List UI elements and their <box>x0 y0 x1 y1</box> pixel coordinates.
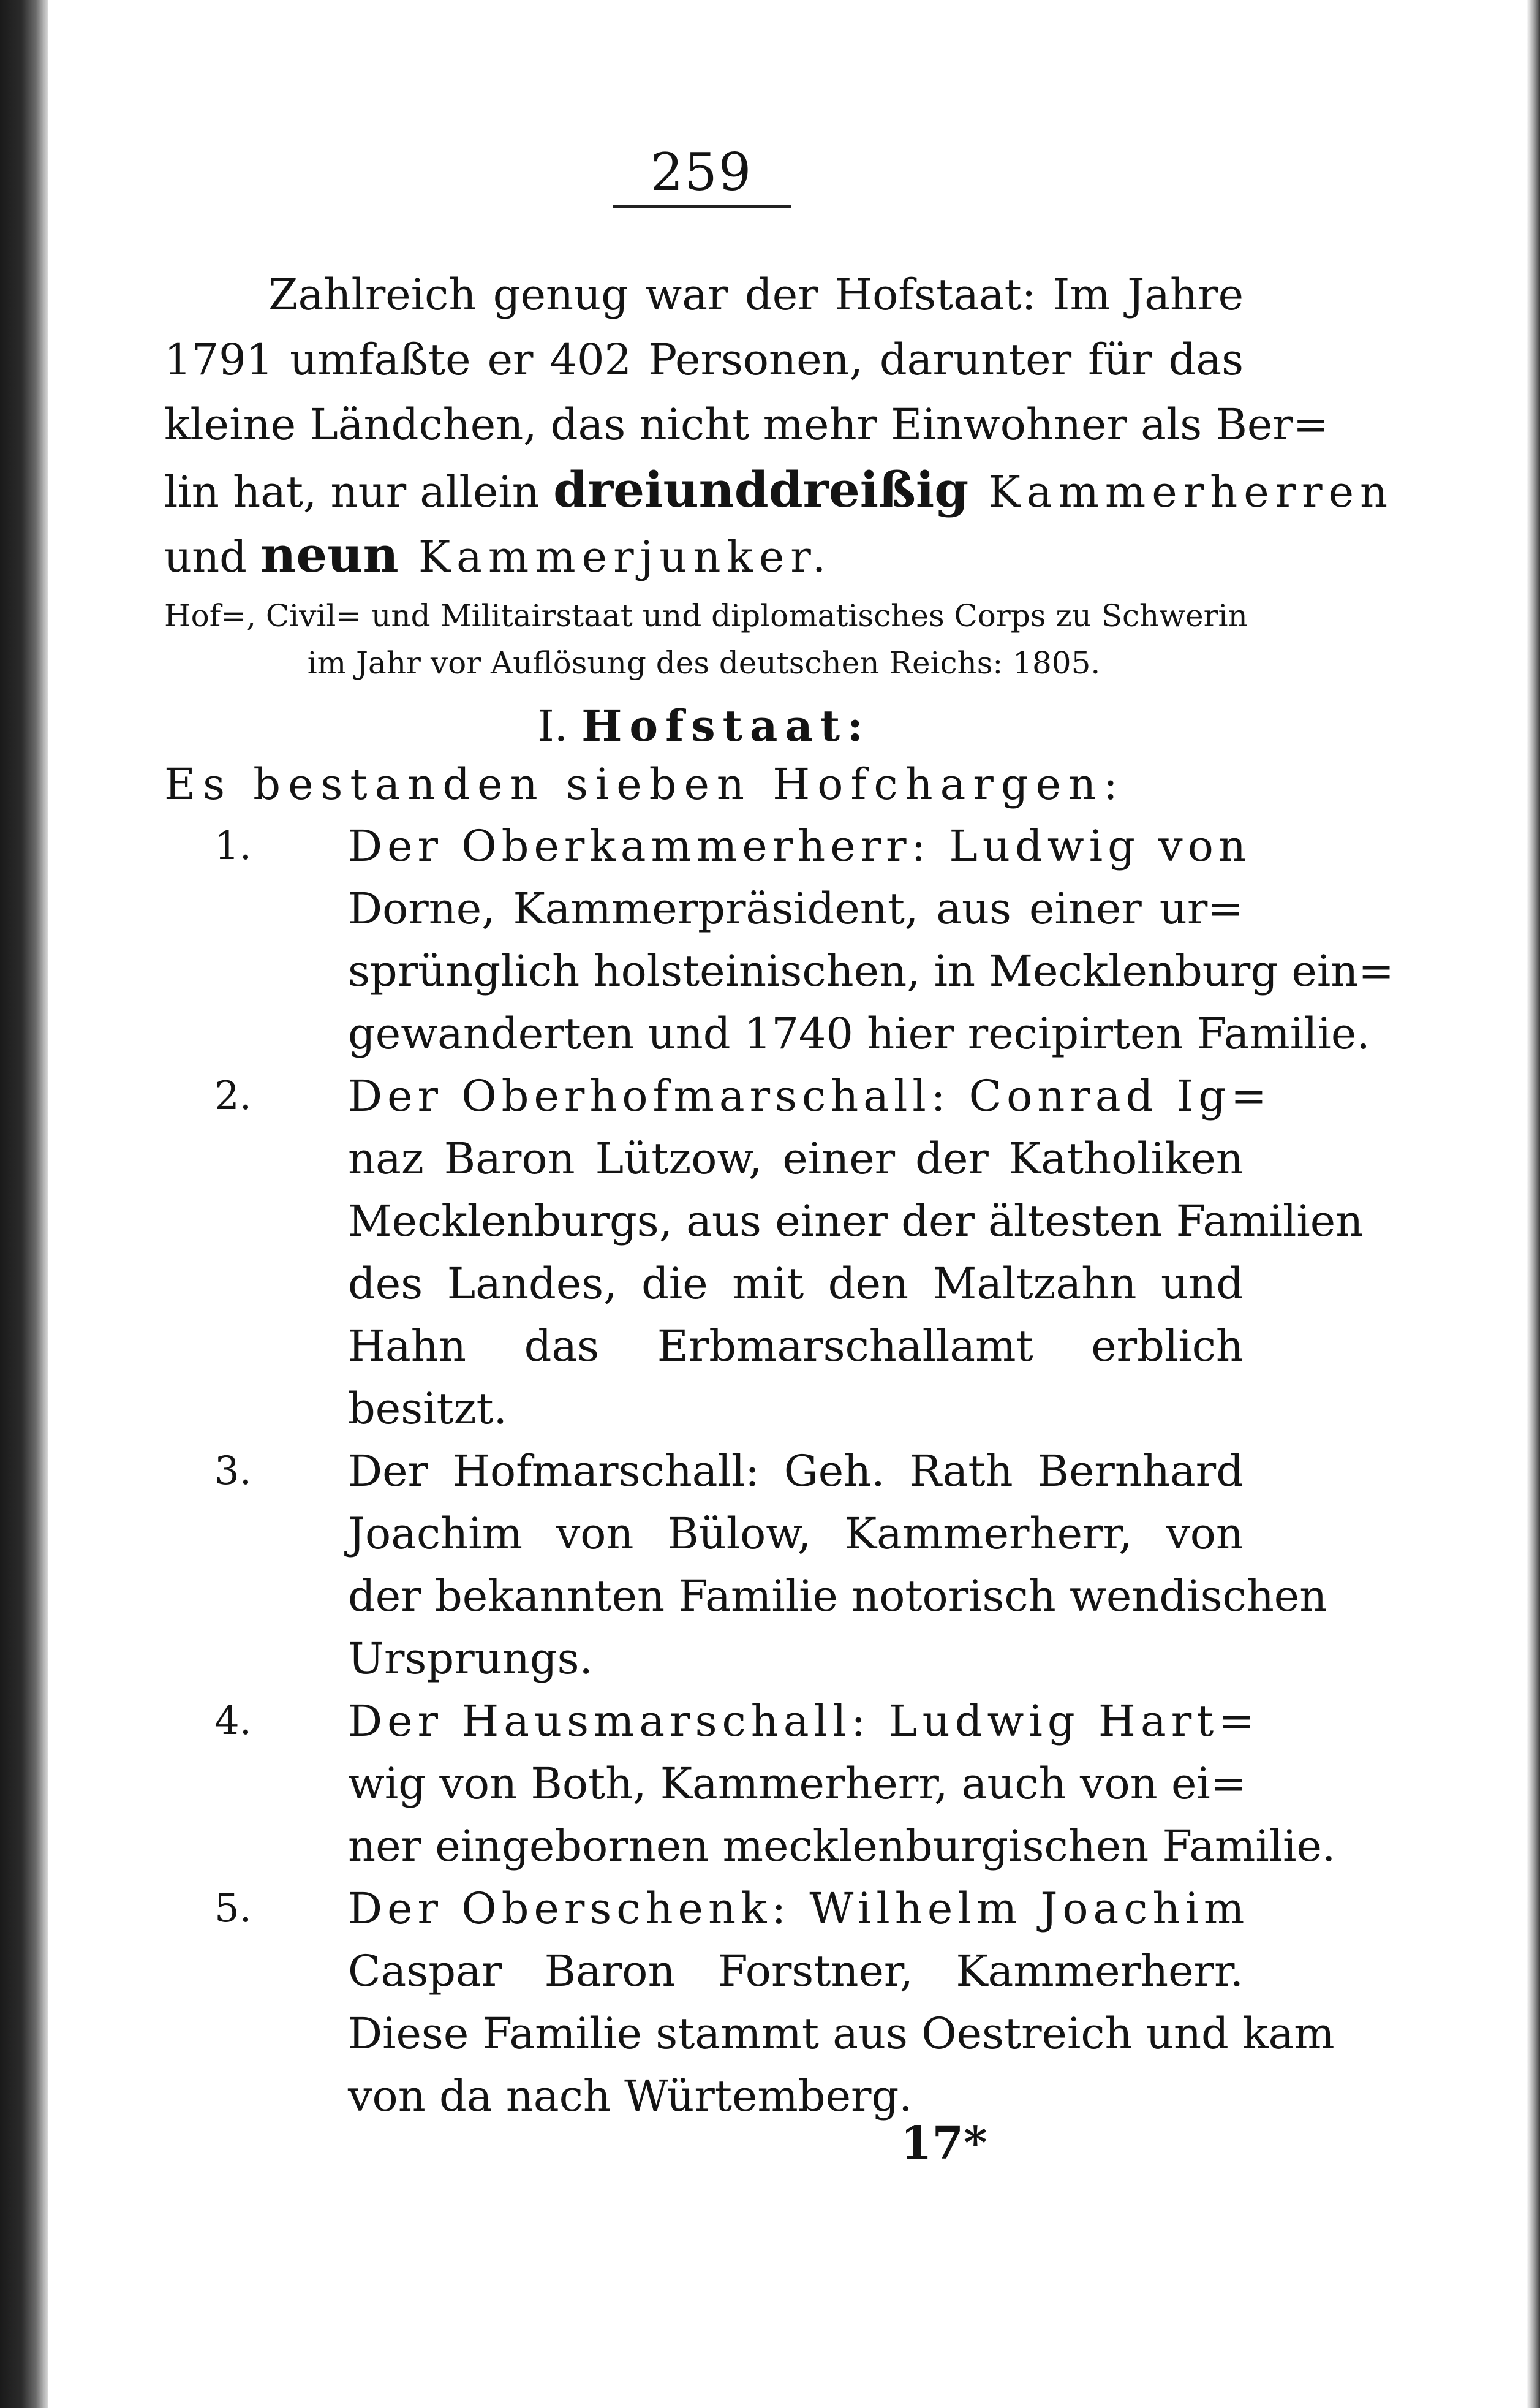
item-number: 1. <box>214 823 252 869</box>
caption-line: im Jahr vor Auflösung des deutschen Reichs: 1805. <box>307 645 1101 681</box>
item-line: Der Oberkammerherr: Ludwig von <box>348 821 1251 871</box>
item-text <box>348 1440 1327 1690</box>
table-caption <box>164 593 1248 687</box>
scan-right-edge <box>1527 0 1540 2408</box>
item-line: Hahn das Erbmarschallamt erblich <box>348 1321 1244 1371</box>
item-line: der bekannten Familie notorisch wendischen <box>348 1571 1327 1621</box>
section-number: I. <box>537 701 568 751</box>
header-rule <box>613 205 791 208</box>
paragraph-line <box>164 457 1394 522</box>
scan-left-edge <box>0 0 48 2408</box>
item-text <box>348 1690 1336 1877</box>
item-line: sprünglich holsteinischen, in Mecklenburg ein= <box>348 946 1394 996</box>
item-line: Dorne, Kammerpräsident, aus einer ur= <box>348 884 1244 934</box>
item-line: Der Hausmarschall: Ludwig Hart= <box>348 1696 1259 1746</box>
emphasis-number-word: neun <box>260 526 399 583</box>
list-item <box>164 1440 1327 1690</box>
page-number: 259 <box>650 142 753 202</box>
list-item <box>164 1065 1364 1440</box>
paragraph-line <box>164 522 1244 587</box>
item-line: gewanderten und 1740 hier recipirten Familie. <box>348 1009 1370 1059</box>
item-line: von da nach Würtemberg. <box>348 2071 913 2121</box>
signature-mark: 17* <box>900 2117 987 2170</box>
section-heading <box>164 695 1244 757</box>
item-line: Mecklenburgs, aus einer der ältesten Familien <box>348 1196 1364 1246</box>
item-text <box>348 815 1394 1065</box>
paragraph-line: 1791 umfaßte er 402 Personen, darunter für das <box>164 335 1244 385</box>
office-list <box>164 815 1394 2127</box>
item-line: Ursprungs. <box>348 1634 593 1684</box>
intro-paragraph <box>164 262 1394 587</box>
spaced-word: Kammerjunker. <box>398 532 832 582</box>
item-line: Der Oberschenk: Wilhelm Joachim <box>348 1884 1250 1934</box>
item-number: 5. <box>214 1886 252 1931</box>
section-title: Hofstaat: <box>581 700 870 751</box>
paragraph-line: kleine Ländchen, das nicht mehr Einwohner als Ber= <box>164 399 1329 450</box>
list-item <box>164 1877 1335 2127</box>
item-line: besitzt. <box>348 1384 507 1434</box>
list-item <box>164 815 1394 1065</box>
item-line: Diese Familie stammt aus Oestreich und kam <box>348 2009 1335 2059</box>
item-number: 4. <box>214 1698 252 1744</box>
caption-line: Hof=, Civil= und Militairstaat und diplomatisches Corps zu Schwerin <box>164 598 1248 634</box>
item-number: 3. <box>214 1448 252 1494</box>
list-item <box>164 1690 1336 1877</box>
item-line: des Landes, die mit den Maltzahn und <box>348 1259 1244 1309</box>
paragraph-line: Zahlreich genug war der Hofstaat: Im Jahre <box>268 270 1244 320</box>
item-text <box>348 1065 1364 1440</box>
spaced-word: Kammerherren <box>968 467 1394 517</box>
emphasis-number-word: dreiunddreißig <box>553 461 969 518</box>
item-line: Der Hofmarschall: Geh. Rath Bernhard <box>348 1446 1244 1496</box>
item-line: wig von Both, Kammerherr, auch von ei= <box>348 1759 1247 1809</box>
text-run: und <box>164 532 261 582</box>
item-line: Der Oberhofmarschall: Conrad Ig= <box>348 1071 1272 1121</box>
item-line: ner eingebornen mecklenburgischen Familie. <box>348 1821 1336 1871</box>
item-line: Joachim von Bülow, Kammerherr, von <box>348 1509 1244 1559</box>
text-run: lin hat, nur allein <box>164 467 554 517</box>
item-line: naz Baron Lützow, einer der Katholiken <box>348 1134 1244 1184</box>
item-number: 2. <box>214 1073 252 1119</box>
item-line: Caspar Baron Forstner, Kammerherr. <box>348 1946 1244 1996</box>
section-intro: Es bestanden sieben Hofchargen: <box>164 759 1125 809</box>
item-text <box>348 1877 1335 2127</box>
